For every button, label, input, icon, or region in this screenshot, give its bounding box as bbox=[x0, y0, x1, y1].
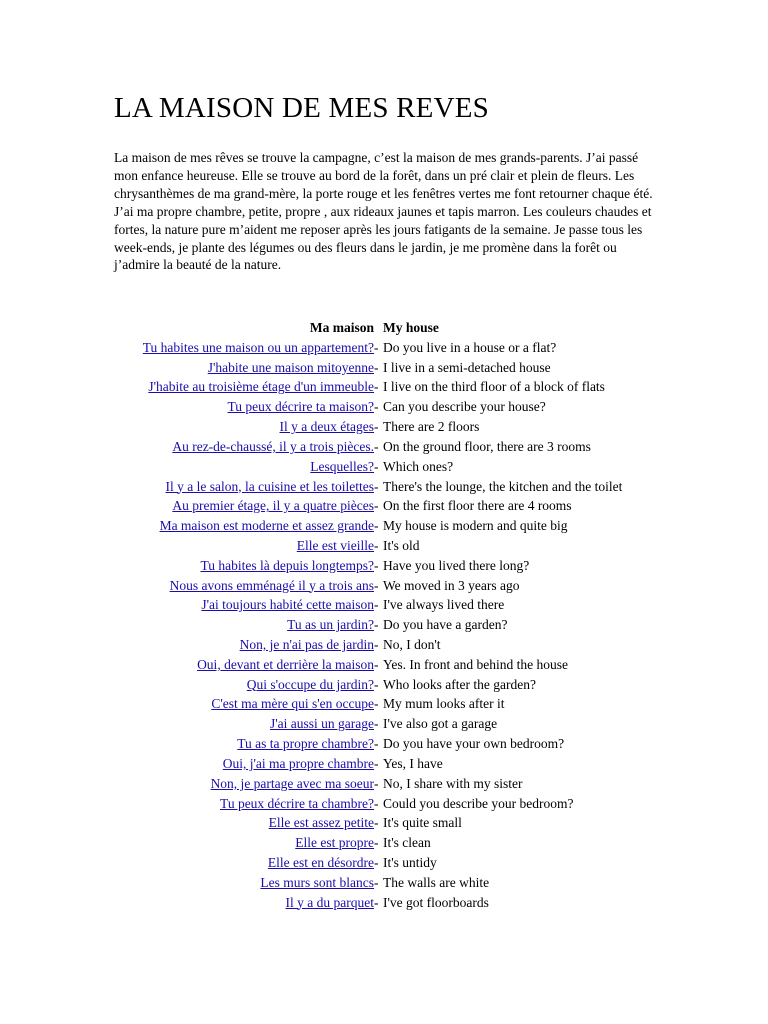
vocab-row bbox=[0, 694, 768, 714]
vocab-row bbox=[0, 893, 768, 913]
vocab-english-text: Have you lived there long? bbox=[383, 557, 530, 573]
vocab-french-link[interactable]: Qui s'occupe du jardin? bbox=[246, 676, 374, 692]
vocab-header-english: My house bbox=[383, 320, 439, 335]
vocab-separator: - bbox=[374, 537, 379, 553]
vocab-row bbox=[0, 437, 768, 457]
vocab-row bbox=[0, 734, 768, 754]
vocab-separator: - bbox=[374, 478, 379, 494]
vocab-french-link[interactable]: Non, je n'ai pas de jardin bbox=[239, 637, 374, 652]
vocab-english-text: Do you have a garden? bbox=[383, 617, 508, 633]
vocab-row bbox=[0, 338, 768, 358]
vocab-separator: - bbox=[374, 716, 379, 732]
vocab-english-text: I live on the third floor of a block of flats bbox=[383, 379, 605, 395]
vocab-separator: - bbox=[374, 637, 379, 652]
vocab-row bbox=[0, 853, 768, 873]
vocab-english-text: My mum looks after it bbox=[383, 696, 505, 712]
vocab-french-link[interactable]: J'ai toujours habité cette maison bbox=[201, 597, 374, 613]
vocab-rows bbox=[0, 338, 768, 913]
vocab-english-text: Can you describe your house? bbox=[383, 399, 546, 415]
vocab-row bbox=[0, 496, 768, 516]
vocab-separator: - bbox=[374, 577, 379, 593]
vocab-row bbox=[0, 516, 768, 536]
vocab-english-text: Which ones? bbox=[383, 458, 454, 474]
vocab-separator: - bbox=[374, 498, 379, 514]
vocab-separator: - bbox=[374, 617, 379, 633]
vocab-french-link[interactable]: Oui, j'ai ma propre chambre bbox=[222, 755, 374, 771]
vocab-separator: - bbox=[374, 874, 379, 890]
vocab-row bbox=[0, 536, 768, 556]
vocab-separator: - bbox=[374, 894, 379, 910]
vocab-row bbox=[0, 714, 768, 734]
vocab-row bbox=[0, 417, 768, 437]
vocab-english-text: No, I share with my sister bbox=[383, 775, 523, 791]
vocab-english-text: It's clean bbox=[383, 835, 431, 851]
vocab-row bbox=[0, 833, 768, 853]
vocab-french-link[interactable]: Nous avons emménagé il y a trois ans bbox=[169, 577, 374, 593]
vocab-separator: - bbox=[374, 458, 379, 474]
vocab-separator: - bbox=[374, 775, 379, 791]
vocab-french-link[interactable]: Oui, devant et derrière la maison bbox=[197, 656, 374, 672]
vocab-row bbox=[0, 397, 768, 417]
vocab-header-french: Ma maison bbox=[309, 320, 374, 335]
vocab-english-text: It's untidy bbox=[383, 854, 437, 870]
vocab-row bbox=[0, 358, 768, 378]
vocab-english-text: Do you live in a house or a flat? bbox=[383, 339, 557, 355]
vocab-row bbox=[0, 615, 768, 635]
vocab-english-text: We moved in 3 years ago bbox=[383, 577, 520, 593]
vocab-english-text: No, I don't bbox=[383, 637, 441, 652]
vocab-english-text: Do you have your own bedroom? bbox=[383, 736, 565, 752]
vocab-separator: - bbox=[374, 399, 379, 415]
vocab-english-text: Yes. In front and behind the house bbox=[383, 656, 568, 672]
vocab-separator: - bbox=[374, 676, 379, 692]
vocab-english-text: Yes, I have bbox=[383, 755, 443, 771]
vocab-french-link[interactable]: Elle est assez petite bbox=[268, 815, 374, 831]
vocab-french-link[interactable]: Elle est vieille bbox=[296, 537, 374, 553]
vocab-row bbox=[0, 774, 768, 794]
vocab-separator: - bbox=[374, 359, 379, 375]
vocab-separator: - bbox=[374, 339, 379, 355]
vocab-french-link[interactable]: Il y a le salon, la cuisine et les toilettes bbox=[165, 478, 374, 494]
vocab-french-link[interactable]: Il y a du parquet bbox=[285, 894, 374, 910]
vocab-separator: - bbox=[374, 835, 379, 851]
vocab-french-link[interactable]: Ma maison est moderne et assez grande bbox=[159, 518, 374, 534]
vocab-english-text: I've also got a garage bbox=[383, 716, 498, 732]
vocab-row bbox=[0, 655, 768, 675]
vocab-separator: - bbox=[374, 656, 379, 672]
vocab-french-link[interactable]: Tu peux décrire ta maison? bbox=[227, 399, 374, 415]
vocab-english-text: It's old bbox=[383, 537, 420, 553]
vocab-row bbox=[0, 556, 768, 576]
vocab-row bbox=[0, 377, 768, 397]
vocab-english-text: The walls are white bbox=[383, 874, 490, 890]
vocab-row bbox=[0, 477, 768, 497]
vocab-row bbox=[0, 457, 768, 477]
vocab-french-link[interactable]: Les murs sont blancs bbox=[260, 874, 374, 890]
vocab-separator: - bbox=[374, 854, 379, 870]
vocab-english-text: I've got floorboards bbox=[383, 894, 489, 910]
vocab-row bbox=[0, 794, 768, 814]
vocab-french-link[interactable]: Tu as un jardin? bbox=[287, 617, 374, 633]
vocab-row bbox=[0, 576, 768, 596]
vocab-french-link[interactable]: Non, je partage avec ma soeur bbox=[210, 775, 374, 791]
intro-paragraph: La maison de mes rêves se trouve la campagne, c’est la maison de mes grands-parents. J’ai passé mon enfance heureuse. Elle se trouve au bord de la forêt, dans un pré clair et plein de fleurs. Les chrysanthèmes de ma grand-mère, la porte rouge et les fenêtres vertes me font retourner chaque été. J’ai ma propre chambre, petite, propre , aux rideaux jaunes et tapis marron. Les couleurs chaudes et fortes, la nature pure m’aident me reposer après les jours fatigants de la semaine. Je passe tous les week-ends, je plante des légumes ou des fleurs dans le jardin, je me promène dans la forêt ou j’admire la beauté de la nature. bbox=[114, 150, 653, 273]
vocab-english-text: Who looks after the garden? bbox=[383, 676, 536, 692]
vocab-separator: - bbox=[374, 557, 379, 573]
vocab-separator: - bbox=[374, 755, 379, 771]
vocab-french-link[interactable]: J'ai aussi un garage bbox=[269, 716, 374, 732]
vocab-french-link[interactable]: Lesquelles? bbox=[310, 458, 374, 474]
vocab-french-link[interactable]: Tu as ta propre chambre? bbox=[237, 736, 374, 752]
vocab-french-link[interactable]: Il y a deux étages bbox=[279, 419, 374, 435]
vocab-separator: - bbox=[374, 736, 379, 752]
vocab-french-link[interactable]: J'habite au troisième étage d'un immeuble bbox=[148, 379, 374, 395]
vocab-french-link[interactable]: Tu habites là depuis longtemps? bbox=[200, 557, 374, 573]
vocab-row bbox=[0, 813, 768, 833]
vocab-french-link[interactable]: J'habite une maison mitoyenne bbox=[207, 359, 374, 375]
vocab-separator: - bbox=[374, 419, 379, 435]
vocab-separator: - bbox=[374, 438, 379, 454]
vocab-english-text: On the ground floor, there are 3 rooms bbox=[383, 438, 591, 454]
vocab-separator: - bbox=[374, 795, 379, 811]
vocab-table bbox=[0, 318, 768, 912]
vocab-french-link[interactable]: Au premier étage, il y a quatre pièces bbox=[172, 498, 374, 514]
vocab-separator: - bbox=[374, 696, 379, 712]
vocab-english-text: There are 2 floors bbox=[383, 419, 480, 435]
vocab-row bbox=[0, 873, 768, 893]
vocab-header-row bbox=[0, 318, 768, 338]
vocab-row bbox=[0, 595, 768, 615]
vocab-french-link[interactable]: Tu habites une maison ou un appartement? bbox=[142, 339, 374, 355]
vocab-french-link[interactable]: Elle est propre bbox=[295, 835, 374, 851]
vocab-row bbox=[0, 675, 768, 695]
vocab-french-link[interactable]: C'est ma mère qui s'en occupe bbox=[211, 696, 374, 712]
vocab-english-text: There's the lounge, the kitchen and the toilet bbox=[383, 478, 623, 494]
vocab-row bbox=[0, 635, 768, 655]
vocab-row bbox=[0, 754, 768, 774]
vocab-separator: - bbox=[374, 379, 379, 395]
vocab-separator: - bbox=[374, 597, 379, 613]
vocab-english-text: On the first floor there are 4 rooms bbox=[383, 498, 572, 514]
page-title: LA MAISON DE MES REVES bbox=[114, 92, 489, 124]
vocab-french-link[interactable]: Tu peux décrire ta chambre? bbox=[220, 795, 374, 811]
vocab-english-text: I live in a semi-detached house bbox=[383, 359, 551, 375]
vocab-english-text: Could you describe your bedroom? bbox=[383, 795, 574, 811]
vocab-english-text: It's quite small bbox=[383, 815, 462, 831]
vocab-french-link[interactable]: Elle est en désordre bbox=[267, 854, 374, 870]
vocab-separator: - bbox=[374, 518, 379, 534]
vocab-french-link[interactable]: Au rez-de-chaussé, il y a trois pièces. bbox=[172, 438, 374, 454]
vocab-english-text: I've always lived there bbox=[383, 597, 505, 613]
vocab-separator: - bbox=[374, 815, 379, 831]
vocab-english-text: My house is modern and quite big bbox=[383, 518, 568, 534]
